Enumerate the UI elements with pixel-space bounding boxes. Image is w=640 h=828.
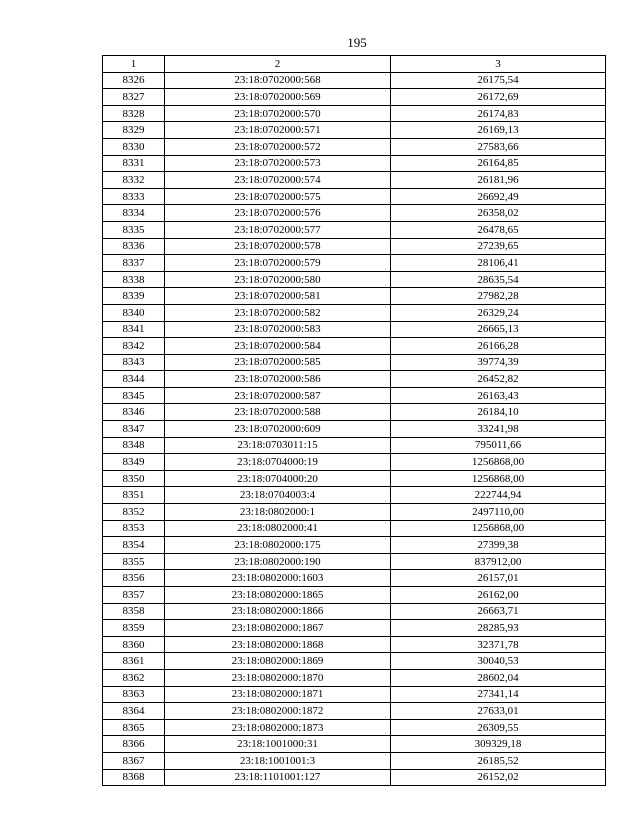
value-cell: 28635,54 [391,271,606,288]
value-cell: 837912,00 [391,553,606,570]
row-number-cell: 8362 [103,669,165,686]
value-cell: 26329,24 [391,304,606,321]
cadastral-number-cell: 23:18:0702000:578 [165,238,391,255]
row-number-cell: 8354 [103,537,165,554]
cadastral-number-cell: 23:18:0702000:576 [165,205,391,222]
value-cell: 26152,02 [391,769,606,786]
row-number-cell: 8357 [103,587,165,604]
cadastral-number-cell: 23:18:0802000:1872 [165,703,391,720]
table-row [103,138,606,155]
row-number-cell: 8330 [103,138,165,155]
cadastral-number-cell: 23:18:0802000:1871 [165,686,391,703]
value-cell: 222744,94 [391,487,606,504]
value-cell: 28285,93 [391,620,606,637]
column-header-1: 1 [103,56,165,73]
value-cell: 32371,78 [391,636,606,653]
row-number-cell: 8361 [103,653,165,670]
table-row [103,752,606,769]
cadastral-number-cell: 23:18:0702000:570 [165,105,391,122]
row-number-cell: 8338 [103,271,165,288]
value-cell: 26175,54 [391,72,606,89]
cadastral-number-cell: 23:18:0702000:577 [165,221,391,238]
row-number-cell: 8335 [103,221,165,238]
table-row [103,487,606,504]
cadastral-number-cell: 23:18:0704003:4 [165,487,391,504]
value-cell: 27239,65 [391,238,606,255]
cadastral-number-cell: 23:18:0802000:1 [165,504,391,521]
cadastral-number-cell: 23:18:0702000:571 [165,122,391,139]
table-row [103,321,606,338]
value-cell: 26157,01 [391,570,606,587]
page-number: 195 [347,35,367,50]
cadastral-number-cell: 23:18:0702000:583 [165,321,391,338]
cadastral-number-cell: 23:18:0704000:19 [165,454,391,471]
table-row [103,587,606,604]
table-row [103,669,606,686]
row-number-cell: 8365 [103,719,165,736]
row-number-cell: 8359 [103,620,165,637]
row-number-cell: 8342 [103,338,165,355]
row-number-cell: 8355 [103,553,165,570]
cadastral-number-cell: 23:18:0702000:585 [165,354,391,371]
row-number-cell: 8346 [103,404,165,421]
value-cell: 26452,82 [391,371,606,388]
cadastral-number-cell: 23:18:0802000:1867 [165,620,391,637]
value-cell: 28602,04 [391,669,606,686]
row-number-cell: 8331 [103,155,165,172]
table-row [103,553,606,570]
table-row [103,620,606,637]
row-number-cell: 8352 [103,504,165,521]
row-number-cell: 8334 [103,205,165,222]
value-cell: 27341,14 [391,686,606,703]
value-cell: 27982,28 [391,288,606,305]
cadastral-number-cell: 23:18:0802000:1869 [165,653,391,670]
value-cell: 39774,39 [391,354,606,371]
cadastral-number-cell: 23:18:0703011:15 [165,437,391,454]
value-cell: 27399,38 [391,537,606,554]
table-row [103,122,606,139]
cadastral-number-cell: 23:18:0702000:581 [165,288,391,305]
table-row [103,255,606,272]
table-row [103,703,606,720]
table-row [103,686,606,703]
value-cell: 26172,69 [391,89,606,106]
value-cell: 26174,83 [391,105,606,122]
table-row [103,338,606,355]
table-row [103,636,606,653]
value-cell: 26309,55 [391,719,606,736]
table-body [103,72,606,786]
row-number-cell: 8341 [103,321,165,338]
table-row [103,188,606,205]
table-row [103,221,606,238]
row-number-cell: 8364 [103,703,165,720]
table-row [103,371,606,388]
value-cell: 26663,71 [391,603,606,620]
row-number-cell: 8337 [103,255,165,272]
cadastral-number-cell: 23:18:0702000:572 [165,138,391,155]
table-row [103,304,606,321]
table-row [103,603,606,620]
column-header-2: 2 [165,56,391,73]
cadastral-number-cell: 23:18:0702000:587 [165,387,391,404]
data-table [102,55,606,786]
cadastral-number-cell: 23:18:0802000:1873 [165,719,391,736]
cadastral-number-cell: 23:18:0702000:582 [165,304,391,321]
value-cell: 2497110,00 [391,504,606,521]
cadastral-number-cell: 23:18:0702000:609 [165,421,391,438]
cadastral-number-cell: 23:18:0802000:1868 [165,636,391,653]
row-number-cell: 8368 [103,769,165,786]
cadastral-number-cell: 23:18:0702000:586 [165,371,391,388]
row-number-cell: 8327 [103,89,165,106]
cadastral-number-cell: 23:18:1101001:127 [165,769,391,786]
value-cell: 1256868,00 [391,470,606,487]
value-cell: 1256868,00 [391,520,606,537]
cadastral-number-cell: 23:18:0702000:569 [165,89,391,106]
row-number-cell: 8350 [103,470,165,487]
row-number-cell: 8348 [103,437,165,454]
cadastral-number-cell: 23:18:0702000:579 [165,255,391,272]
value-cell: 309329,18 [391,736,606,753]
table-row [103,105,606,122]
row-number-cell: 8343 [103,354,165,371]
table-row [103,387,606,404]
cadastral-number-cell: 23:18:0702000:568 [165,72,391,89]
cadastral-number-cell: 23:18:0702000:588 [165,404,391,421]
cadastral-number-cell: 23:18:0802000:1865 [165,587,391,604]
cadastral-number-cell: 23:18:0704000:20 [165,470,391,487]
value-cell: 26184,10 [391,404,606,421]
value-cell: 26162,00 [391,587,606,604]
value-cell: 26692,49 [391,188,606,205]
row-number-cell: 8339 [103,288,165,305]
table-row [103,470,606,487]
value-cell: 28106,41 [391,255,606,272]
table-row [103,238,606,255]
row-number-cell: 8345 [103,387,165,404]
row-number-cell: 8358 [103,603,165,620]
cadastral-number-cell: 23:18:0802000:41 [165,520,391,537]
row-number-cell: 8363 [103,686,165,703]
row-number-cell: 8367 [103,752,165,769]
value-cell: 26169,13 [391,122,606,139]
value-cell: 26166,28 [391,338,606,355]
value-cell: 26164,85 [391,155,606,172]
table-row [103,520,606,537]
value-cell: 26478,65 [391,221,606,238]
cadastral-number-cell: 23:18:0702000:573 [165,155,391,172]
row-number-cell: 8344 [103,371,165,388]
value-cell: 27633,01 [391,703,606,720]
value-cell: 30040,53 [391,653,606,670]
cadastral-number-cell: 23:18:0802000:1603 [165,570,391,587]
cadastral-number-cell: 23:18:0802000:1870 [165,669,391,686]
value-cell: 26163,43 [391,387,606,404]
table-row [103,504,606,521]
value-cell: 33241,98 [391,421,606,438]
row-number-cell: 8340 [103,304,165,321]
row-number-cell: 8366 [103,736,165,753]
row-number-cell: 8356 [103,570,165,587]
table-row [103,354,606,371]
table-row [103,172,606,189]
row-number-cell: 8353 [103,520,165,537]
table-row [103,653,606,670]
table-row [103,205,606,222]
table-row [103,719,606,736]
table-row [103,271,606,288]
table-row [103,404,606,421]
cadastral-number-cell: 23:18:1001001:3 [165,752,391,769]
table-row [103,89,606,106]
table-row [103,454,606,471]
value-cell: 795011,66 [391,437,606,454]
value-cell: 27583,66 [391,138,606,155]
value-cell: 26358,02 [391,205,606,222]
row-number-cell: 8336 [103,238,165,255]
table-row [103,421,606,438]
row-number-cell: 8351 [103,487,165,504]
row-number-cell: 8347 [103,421,165,438]
column-header-3: 3 [391,56,606,73]
cadastral-number-cell: 23:18:0802000:190 [165,553,391,570]
row-number-cell: 8326 [103,72,165,89]
table-row [103,288,606,305]
table-row [103,570,606,587]
table-row [103,437,606,454]
row-number-cell: 8328 [103,105,165,122]
value-cell: 26665,13 [391,321,606,338]
table-row [103,736,606,753]
cadastral-number-cell: 23:18:0702000:584 [165,338,391,355]
table-row [103,769,606,786]
value-cell: 26181,96 [391,172,606,189]
row-number-cell: 8332 [103,172,165,189]
cadastral-number-cell: 23:18:0802000:1866 [165,603,391,620]
table-row [103,537,606,554]
value-cell: 26185,52 [391,752,606,769]
row-number-cell: 8360 [103,636,165,653]
cadastral-number-cell: 23:18:1001000:31 [165,736,391,753]
table-header-row [103,56,606,73]
row-number-cell: 8349 [103,454,165,471]
table-header [103,56,606,73]
table-row [103,155,606,172]
table-row [103,72,606,89]
cadastral-number-cell: 23:18:0702000:580 [165,271,391,288]
cadastral-number-cell: 23:18:0702000:574 [165,172,391,189]
cadastral-number-cell: 23:18:0702000:575 [165,188,391,205]
cadastral-number-cell: 23:18:0802000:175 [165,537,391,554]
value-cell: 1256868,00 [391,454,606,471]
row-number-cell: 8333 [103,188,165,205]
row-number-cell: 8329 [103,122,165,139]
